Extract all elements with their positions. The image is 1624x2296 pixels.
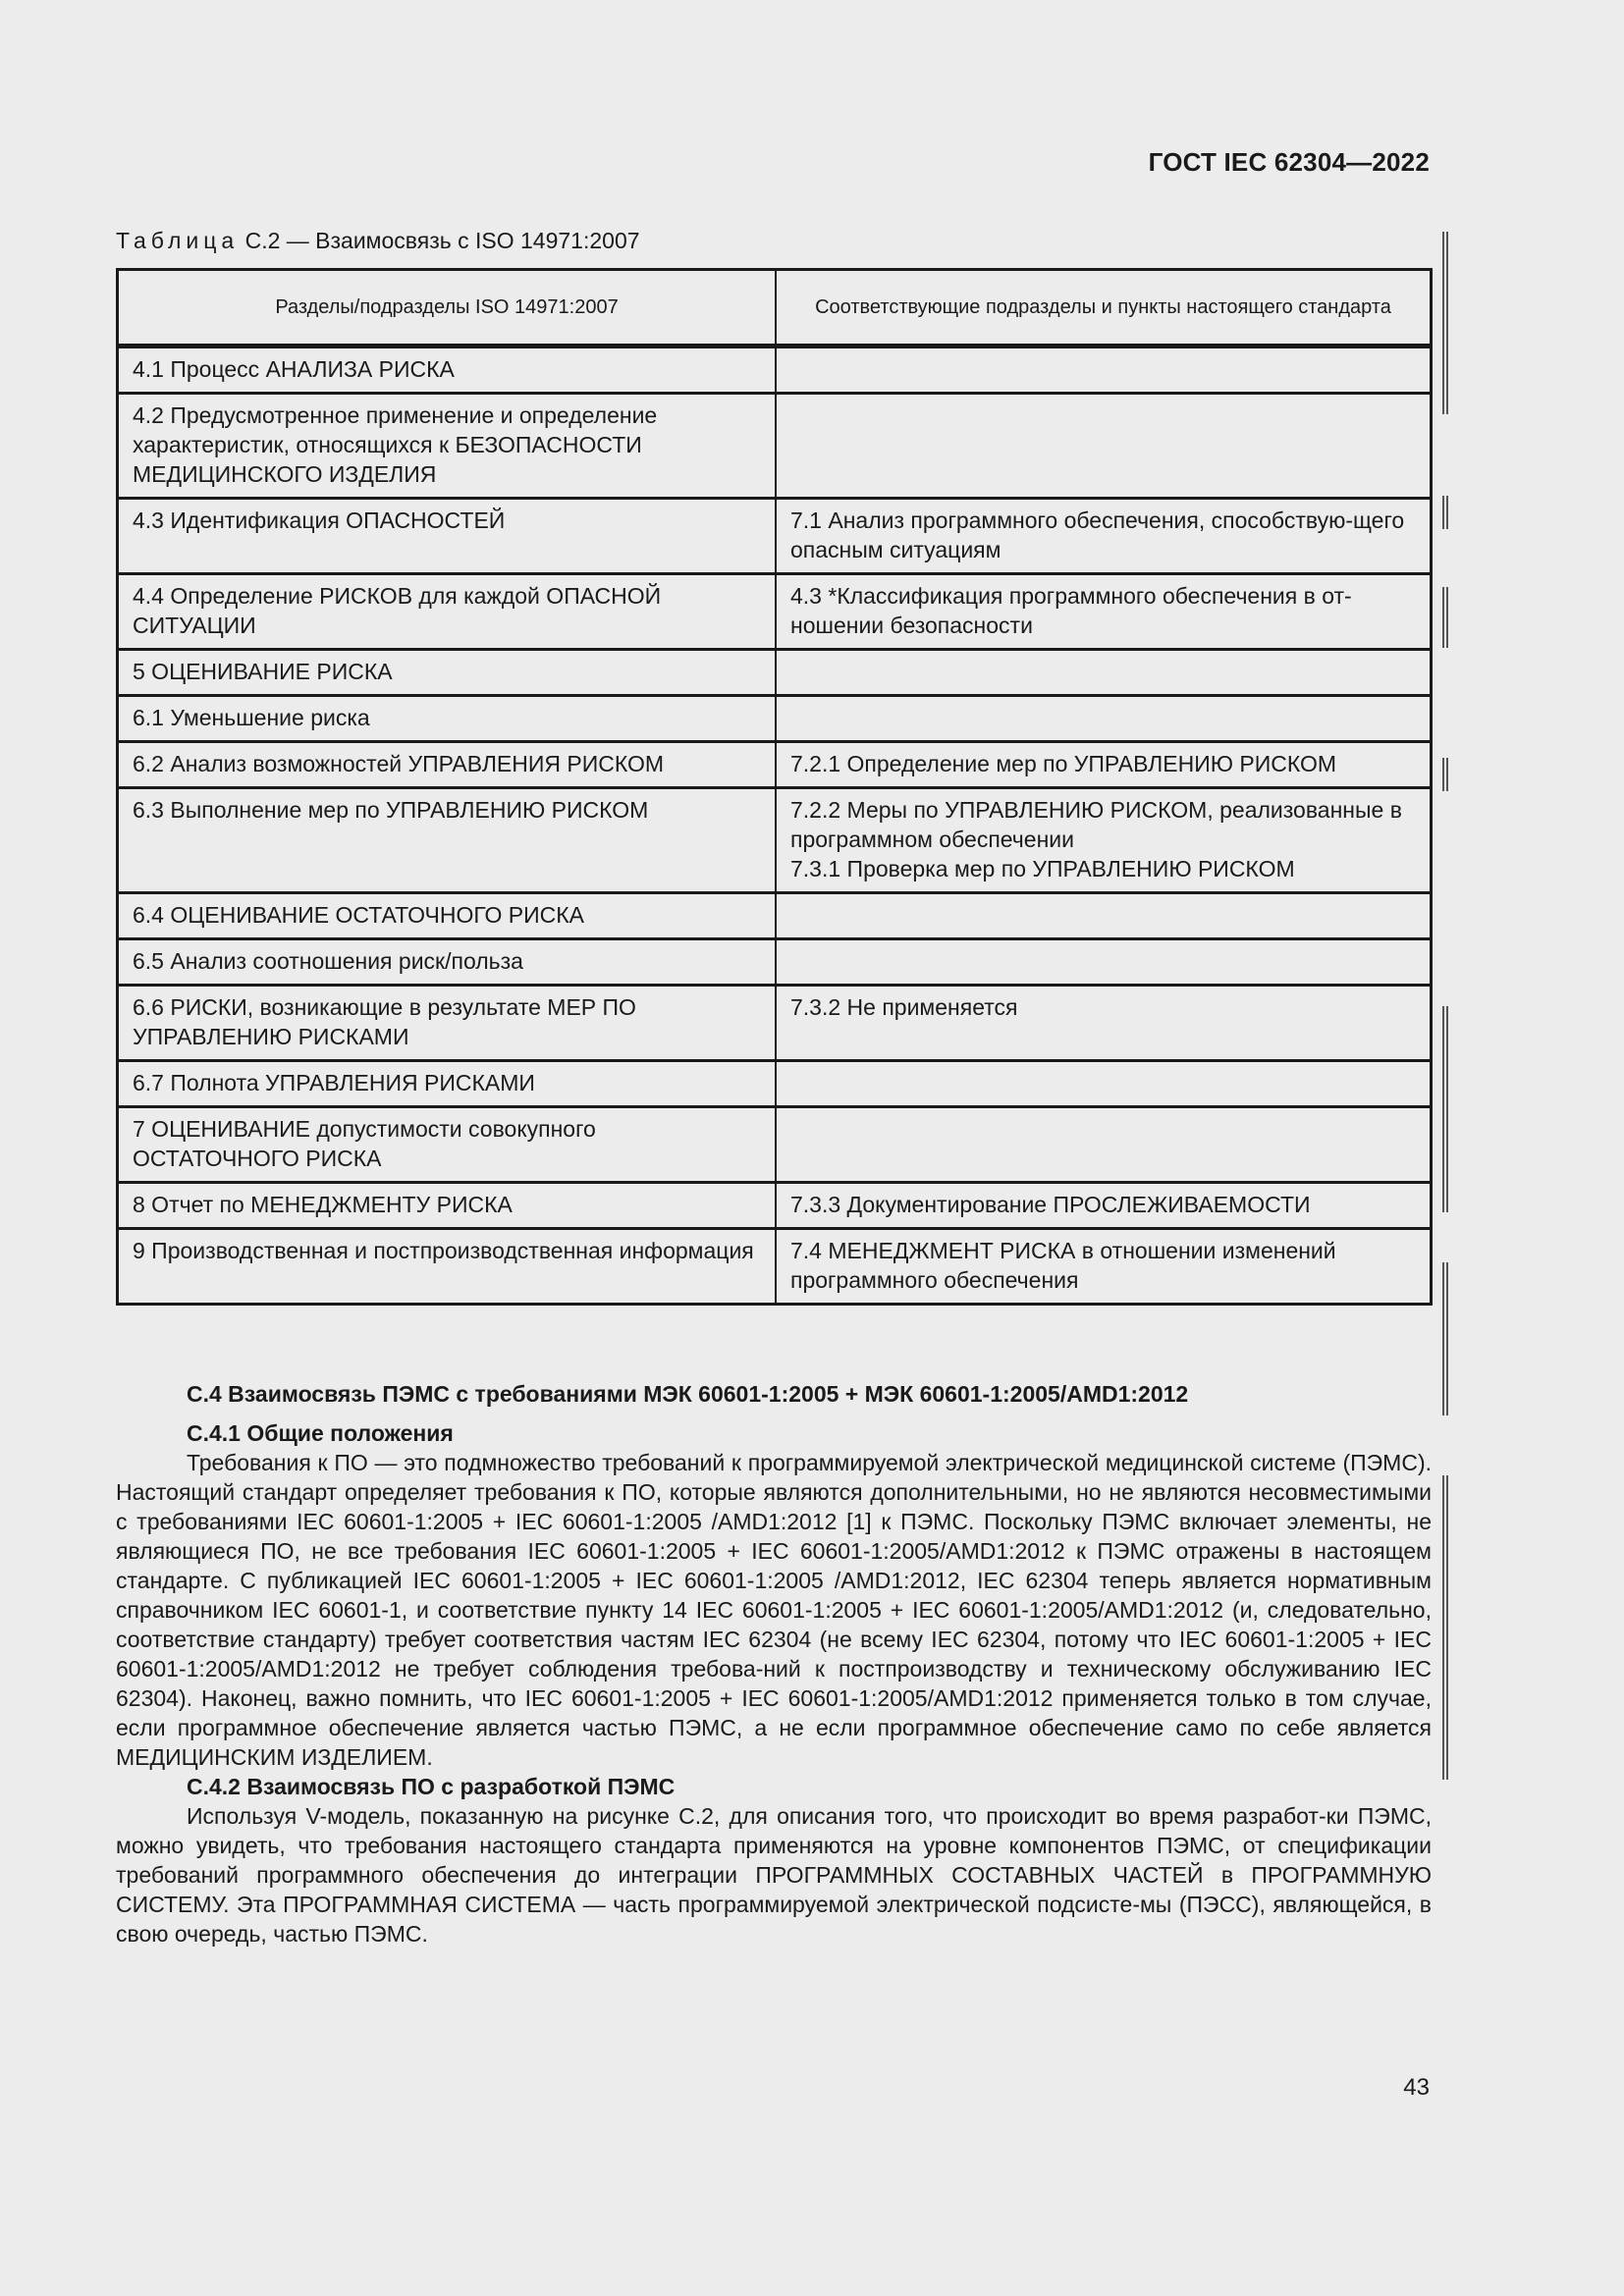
- cell-standard: [776, 1107, 1432, 1183]
- table-row: [118, 788, 1432, 893]
- cell-standard: [776, 939, 1432, 986]
- table-caption: [116, 228, 640, 254]
- change-bar: [1442, 758, 1448, 791]
- change-bar: [1442, 232, 1448, 414]
- change-bar: [1442, 587, 1448, 648]
- cell-standard: [776, 347, 1432, 394]
- change-bar: [1442, 1006, 1448, 1212]
- cell-standard: 7.1 Анализ программного обеспечения, способствую-щего опасным ситуациям: [776, 499, 1432, 574]
- cell-standard: [776, 650, 1432, 696]
- table-caption-label: Таблица: [116, 228, 240, 253]
- section-c4-title: С.4 Взаимосвязь ПЭМС с требованиями МЭК 60601-1:2005 + МЭК 60601-1:2005/AMD1:2012: [187, 1381, 1189, 1407]
- cell-iso: 4.1 Процесс АНАЛИЗА РИСКА: [118, 347, 777, 394]
- section-c41-paragraph: Требования к ПО — это подмножество требований к программируемой электрической медицинской системе (ПЭМС). Настоящий стандарт определяет требования к ПО, которые являются дополнительными, но не являются несовместимыми с требованиями IEC 60601-1:2005 + IEC 60601-1:2005 /AMD1:2012 [1] к ПЭМС. Поскольку ПЭМС включает элементы, не являющиеся ПО, не все требования IEC 60601-1:2005 + IEC 60601-1:2005/AMD1:2012 к ПЭМС отражены в настоящем стандарте. С публикацией IEC 60601-1:2005 + IEC 60601-1:2005 /AMD1:2012, IEC 62304 теперь является нормативным справочником IEC 60601-1, и соответствие пункту 14 IEC 60601-1:2005 + IEC 60601-1:2005/AMD1:2012 (и, следовательно, соответствие стандарту) требует соответствия частям IEC 62304 (не всему IEC 62304, потому что IEC 60601-1:2005 + IEC 60601-1:2005/AMD1:2012 не требует соблюдения требова-ний к постпроизводству и техническому обслуживанию IEC 62304). Наконец, важно помнить, что IEC 60601-1:2005 + IEC 60601-1:2005/AMD1:2012 применяется только в том случае, если программное обеспечение является частью ПЭМС, а не если программное обеспечение само по себе является МЕДИЦИНСКИМ ИЗДЕЛИЕМ.: [116, 1450, 1432, 1770]
- table-caption-title: С.2 — Взаимосвязь с ISO 14971:2007: [244, 228, 640, 253]
- cell-iso: 6.6 РИСКИ, возникающие в результате МЕР ПО УПРАВЛЕНИЮ РИСКАМИ: [118, 986, 777, 1061]
- cell-standard: [776, 696, 1432, 742]
- table-row: [118, 893, 1432, 939]
- cell-iso: 4.2 Предусмотренное применение и определение характеристик, относящихся к БЕЗОПАСНОСТИ МЕДИЦИНСКОГО ИЗДЕЛИЯ: [118, 394, 777, 499]
- cell-iso: 4.4 Определение РИСКОВ для каждой ОПАСНОЙ СИТУАЦИИ: [118, 574, 777, 650]
- table-row: [118, 499, 1432, 574]
- section-c42-title: С.4.2 Взаимосвязь ПО с разработкой ПЭМС: [187, 1774, 676, 1799]
- table-row: [118, 574, 1432, 650]
- cell-iso: 8 Отчет по МЕНЕДЖМЕНТУ РИСКА: [118, 1183, 777, 1229]
- table-row: [118, 394, 1432, 499]
- table-row: [118, 1061, 1432, 1107]
- change-bar: [1442, 496, 1448, 529]
- cell-standard: 4.3 *Классификация программного обеспечения в от-ношении безопасности: [776, 574, 1432, 650]
- document-header: ГОСТ IEC 62304—2022: [1148, 147, 1430, 177]
- cell-iso: 7 ОЦЕНИВАНИЕ допустимости совокупного ОСТАТОЧНОГО РИСКА: [118, 1107, 777, 1183]
- cell-iso: 6.7 Полнота УПРАВЛЕНИЯ РИСКАМИ: [118, 1061, 777, 1107]
- cell-iso: 6.2 Анализ возможностей УПРАВЛЕНИЯ РИСКОМ: [118, 742, 777, 788]
- cell-iso: 6.3 Выполнение мер по УПРАВЛЕНИЮ РИСКОМ: [118, 788, 777, 893]
- page-number: 43: [1403, 2074, 1430, 2101]
- table-header-row: [118, 270, 1432, 347]
- mapping-table: [116, 268, 1433, 1306]
- change-bar: [1442, 1262, 1448, 1415]
- cell-iso: 6.4 ОЦЕНИВАНИЕ ОСТАТОЧНОГО РИСКА: [118, 893, 777, 939]
- table-row: [118, 1107, 1432, 1183]
- section-c41-title: С.4.1 Общие положения: [187, 1420, 454, 1446]
- table-row: [118, 1229, 1432, 1305]
- cell-standard: [776, 1061, 1432, 1107]
- table-row: [118, 939, 1432, 986]
- cell-iso: 9 Производственная и постпроизводственная информация: [118, 1229, 777, 1305]
- cell-iso: 5 ОЦЕНИВАНИЕ РИСКА: [118, 650, 777, 696]
- cell-standard: 7.4 МЕНЕДЖМЕНТ РИСКА в отношении изменений программного обеспечения: [776, 1229, 1432, 1305]
- col-header-iso: Разделы/подразделы ISO 14971:2007: [118, 270, 777, 347]
- cell-standard: [776, 394, 1432, 499]
- cell-standard-line: 7.2.2 Меры по УПРАВЛЕНИЮ РИСКОМ, реализованные в программном обеспечении: [790, 797, 1402, 852]
- cell-standard: [776, 788, 1432, 893]
- cell-standard: 7.3.2 Не применяется: [776, 986, 1432, 1061]
- cell-iso: 6.5 Анализ соотношения риск/польза: [118, 939, 777, 986]
- change-bar: [1442, 1475, 1448, 1780]
- table-row: [118, 347, 1432, 394]
- table-row: [118, 1183, 1432, 1229]
- cell-standard: 7.2.1 Определение мер по УПРАВЛЕНИЮ РИСКОМ: [776, 742, 1432, 788]
- cell-standard-line: 7.3.1 Проверка мер по УПРАВЛЕНИЮ РИСКОМ: [790, 856, 1295, 881]
- section-c4: [116, 1379, 1432, 1949]
- section-c42-paragraph: Используя V-модель, показанную на рисунке С.2, для описания того, что происходит во время разработ-ки ПЭМС, можно увидеть, что требования настоящего стандарта применяются на уровне компонентов ПЭМС, от спецификации требований программного обеспечения до интеграции ПРОГРАММНЫХ СОСТАВНЫХ ЧАСТЕЙ в ПРОГРАММНУЮ СИСТЕМУ. Эта ПРОГРАММНАЯ СИСТЕМА — часть программируемой электрической подсисте-мы (ПЭСС), являющейся, в свою очередь, частью ПЭМС.: [116, 1803, 1432, 1947]
- cell-standard: 7.3.3 Документирование ПРОСЛЕЖИВАЕМОСТИ: [776, 1183, 1432, 1229]
- cell-standard: [776, 893, 1432, 939]
- col-header-standard: Соответствующие подразделы и пункты настоящего стандарта: [776, 270, 1432, 347]
- cell-iso: 6.1 Уменьшение риска: [118, 696, 777, 742]
- table-row: [118, 696, 1432, 742]
- table-row: [118, 742, 1432, 788]
- table-row: [118, 650, 1432, 696]
- table-row: [118, 986, 1432, 1061]
- cell-iso: 4.3 Идентификация ОПАСНОСТЕЙ: [118, 499, 777, 574]
